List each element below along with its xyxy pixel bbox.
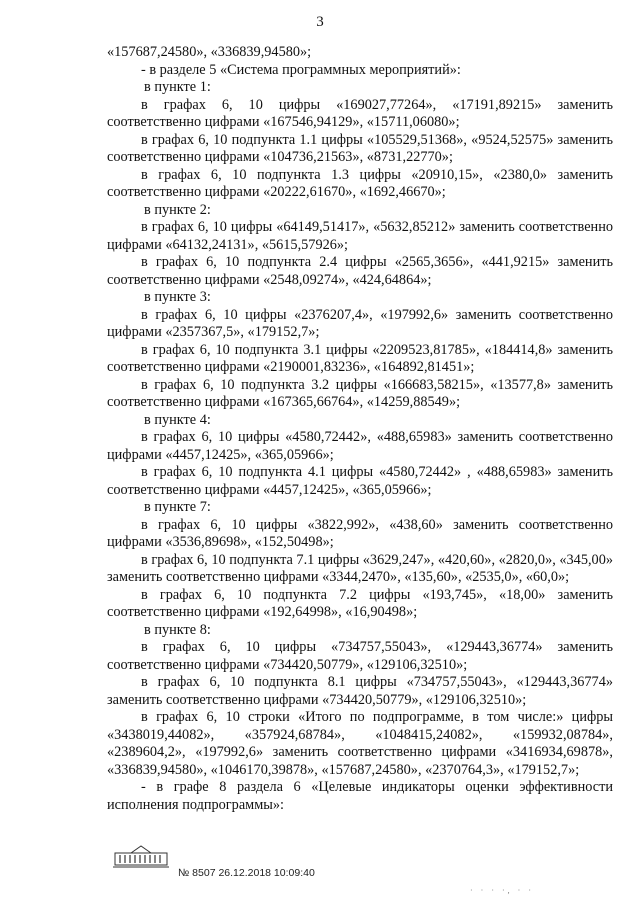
paragraph: «157687,24580», «336839,94580»; <box>107 44 312 60</box>
paragraph: в графах 6, 10 подпункта 2.4 цифры «2565,3656», «441,9215» заменить соответственно цифрами «2548,09274», «424,64864»; <box>107 254 613 288</box>
scan-noise: · · · ·, · · <box>470 886 534 895</box>
paragraph: в графах 6, 10 цифры «169027,77264», «17191,89215» заменить соответственно цифрами «167546,94129», «15711,06080»; <box>107 96 613 130</box>
page-number: 3 <box>316 14 324 30</box>
paragraph: - в разделе 5 «Система программных мероприятий»: <box>141 61 461 78</box>
paragraph: в графах 6, 10 подпункта 7.1 цифры «3629,247», «420,60», «2820,0», «345,00» заменить соответственно цифрами «3344,2470», «135,60», «2535,0», «60,0»; <box>107 551 613 585</box>
paragraph: в графах 6, 10 цифры «734757,55043», «129443,36774» заменить соответственно цифрами «734420,50779», «129106,32510»; <box>107 639 613 673</box>
subsection-heading: в пункте 4: <box>144 411 211 428</box>
paragraph: в графах 6, 10 цифры «4580,72442», «488,65983» заменить соответственно цифрами «4457,12425», «365,05966»; <box>107 429 613 463</box>
subsection-heading: в пункте 7: <box>144 499 211 515</box>
paragraph: в графах 6, 10 строки «Итого по подпрограмме, в том числе:» цифры «3438019,44082», «357924,68784», «1048415,24082», «159932,08784», «2389604,2», «197992,6» заменить соответственно цифрами «3416934,69878», «336839,94580», «1046170,39878», «157687,24580», «2370764,3», «179152,7»; <box>107 709 613 778</box>
subsection-heading: в пункте 1: <box>144 79 211 95</box>
paragraph: в графах 6, 10 подпункта 4.1 цифры «4580,72442» , «488,65983» заменить соответственно цифрами «4457,12425», «365,05966»; <box>107 464 613 498</box>
paragraph: в графах 6, 10 подпункта 7.2 цифры «193,745», «18,00» заменить соответственно цифрами «192,64998», «16,90498»; <box>107 586 613 620</box>
building-stamp-icon <box>113 843 169 869</box>
paragraph: в графах 6, 10 цифры «2376207,4», «197992,6» заменить соответственно цифрами «2357367,5», «179152,7»; <box>107 306 613 340</box>
paragraph: - в графе 8 раздела 6 «Целевые индикаторы оценки эффективности исполнения подпрограммы»: <box>107 779 613 813</box>
document-body <box>107 44 613 814</box>
subsection-heading: в пункте 8: <box>144 621 211 638</box>
registration-footer: № 8507 26.12.2018 10:09:40 <box>178 867 315 879</box>
paragraph: в графах 6, 10 цифры «64149,51417», «5632,85212» заменить соответственно цифрами «64132,24131», «5615,57926»; <box>107 219 613 253</box>
paragraph: в графах 6, 10 подпункта 3.2 цифры «166683,58215», «13577,8» заменить соответственно цифрами «167365,66764», «14259,88549»; <box>107 376 613 410</box>
paragraph: в графах 6, 10 цифры «3822,992», «438,60» заменить соответственно цифрами «3536,89698», «152,50498»; <box>107 516 613 550</box>
subsection-heading: в пункте 2: <box>144 201 211 218</box>
paragraph: в графах 6, 10 подпункта 1.3 цифры «20910,15», «2380,0» заменить соответственно цифрами «20222,61670», «1692,46670»; <box>107 166 613 200</box>
paragraph: в графах 6, 10 подпункта 3.1 цифры «2209523,81785», «184414,8» заменить соответственно цифрами «2190001,83236», «164892,81451»; <box>107 341 613 375</box>
paragraph: в графах 6, 10 подпункта 1.1 цифры «105529,51368», «9524,52575» заменить соответственно цифрами «104736,21563», «8731,22770»; <box>107 131 613 165</box>
subsection-heading: в пункте 3: <box>144 289 211 305</box>
paragraph: в графах 6, 10 подпункта 8.1 цифры «734757,55043», «129443,36774» заменить соответственно цифрами «734420,50779», «129106,32510»; <box>107 674 613 708</box>
